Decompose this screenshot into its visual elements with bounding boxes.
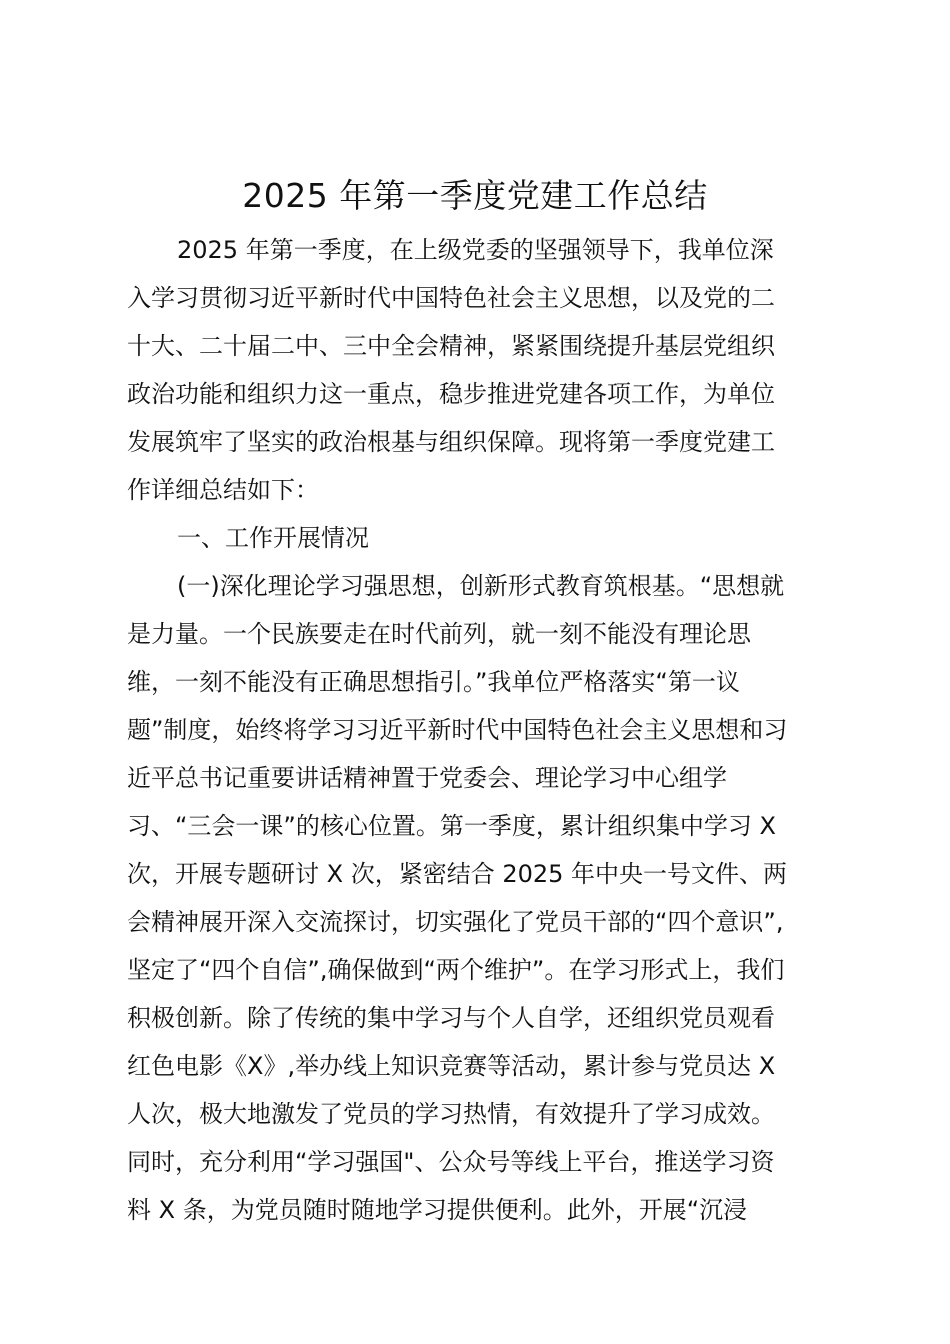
- text-line: 同时，充分利用“学习强国"、公众号等线上平台，推送学习资: [127, 1148, 775, 1176]
- text-line: 政治功能和组织力这一重点，稳步推进党建各项工作，为单位: [127, 380, 775, 408]
- text-line: 会精神展开深入交流探讨，切实强化了党员干部的“四个意识”,: [127, 908, 784, 936]
- text-line: 习、“三会一课”的核心位置。第一季度，累计组织集中学习 X: [127, 812, 776, 840]
- text-line: (一)深化理论学习强思想，创新形式教育筑根基。“思想就: [177, 572, 785, 600]
- document-body: [127, 226, 847, 1234]
- text-line: 红色电影《X》,举办线上知识竞赛等活动，累计参与党员达 X: [127, 1052, 776, 1080]
- text-line: 入学习贯彻习近平新时代中国特色社会主义思想，以及党的二: [127, 284, 775, 312]
- text-line: 作详细总结如下：: [127, 476, 319, 504]
- text-line: 一、工作开展情况: [177, 524, 369, 552]
- text-line: 维，一刻不能没有正确思想指引。”我单位严格落实“第一议: [127, 668, 740, 696]
- text-line: 发展筑牢了坚实的政治根基与组织保障。现将第一季度党建工: [127, 428, 775, 456]
- text-line: 坚定了“四个自信”,确保做到“两个维护”。在学习形式上，我们: [127, 956, 785, 984]
- text-line: 十大、二十届二中、三中全会精神，紧紧围绕提升基层党组织: [127, 332, 775, 360]
- text-line: 是力量。一个民族要走在时代前列，就一刻不能没有理论思: [127, 620, 751, 648]
- text-line: 次，开展专题研讨 X 次，紧密结合 2025 年中央一号文件、两: [127, 860, 788, 888]
- text-line: 2025 年第一季度，在上级党委的坚强领导下，我单位深: [177, 236, 774, 264]
- document-title: 2025 年第一季度党建工作总结: [242, 176, 708, 215]
- text-line: 题”制度，始终将学习习近平新时代中国特色社会主义思想和习: [127, 716, 788, 744]
- text-line: 近平总书记重要讲话精神置于党委会、理论学习中心组学: [127, 764, 727, 792]
- text-line: 积极创新。除了传统的集中学习与个人自学，还组织党员观看: [127, 1004, 775, 1032]
- text-line: 料 X 条，为党员随时随地学习提供便利。此外，开展“沉浸: [127, 1196, 748, 1224]
- text-line: 人次，极大地激发了党员的学习热情，有效提升了学习成效。: [127, 1100, 775, 1128]
